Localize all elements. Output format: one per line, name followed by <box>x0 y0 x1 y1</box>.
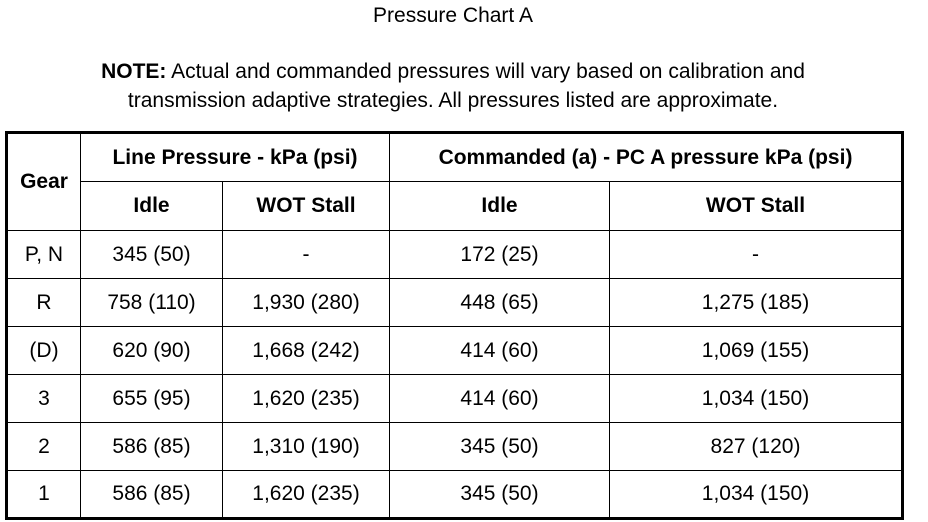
cell-cmd-wot: 1,275 (185) <box>610 279 903 327</box>
cell-line-wot: 1,620 (235) <box>223 471 390 519</box>
table-row <box>7 231 903 279</box>
cell-gear: 1 <box>7 471 81 519</box>
cell-gear: R <box>7 279 81 327</box>
header-gear: Gear <box>7 133 81 231</box>
subheader-commanded-idle: Idle <box>390 182 610 231</box>
cell-cmd-idle: 345 (50) <box>390 471 610 519</box>
cell-line-wot: - <box>223 231 390 279</box>
cell-gear: 3 <box>7 375 81 423</box>
cell-line-idle: 345 (50) <box>81 231 223 279</box>
subheader-line-idle: Idle <box>81 182 223 231</box>
table-row <box>7 471 903 519</box>
cell-line-wot: 1,930 (280) <box>223 279 390 327</box>
pressure-table <box>5 131 904 520</box>
note-text-1: Actual and commanded pressures will vary based on calibration and <box>166 60 805 83</box>
cell-line-wot: 1,310 (190) <box>223 423 390 471</box>
cell-cmd-idle: 345 (50) <box>390 423 610 471</box>
subheader-line-wot-stall: WOT Stall <box>223 182 390 231</box>
cell-cmd-wot: 1,069 (155) <box>610 327 903 375</box>
table-subheader-row <box>7 182 903 231</box>
cell-gear: (D) <box>7 327 81 375</box>
cell-cmd-idle: 414 (60) <box>390 327 610 375</box>
cell-line-wot: 1,668 (242) <box>223 327 390 375</box>
cell-cmd-idle: 414 (60) <box>390 375 610 423</box>
cell-cmd-wot: 1,034 (150) <box>610 471 903 519</box>
cell-gear: P, N <box>7 231 81 279</box>
note-line-1 <box>0 57 906 86</box>
cell-cmd-wot: 1,034 (150) <box>610 375 903 423</box>
cell-cmd-idle: 448 (65) <box>390 279 610 327</box>
cell-line-idle: 655 (95) <box>81 375 223 423</box>
cell-cmd-wot: 827 (120) <box>610 423 903 471</box>
table-row <box>7 423 903 471</box>
cell-cmd-wot: - <box>610 231 903 279</box>
cell-line-idle: 758 (110) <box>81 279 223 327</box>
header-line-pressure: Line Pressure - kPa (psi) <box>81 133 390 182</box>
cell-line-idle: 586 (85) <box>81 471 223 519</box>
header-commanded-pressure: Commanded (a) - PC A pressure kPa (psi) <box>390 133 903 182</box>
note-label: NOTE: <box>101 60 167 83</box>
cell-gear: 2 <box>7 423 81 471</box>
note-line-2: transmission adaptive strategies. All pressures listed are approximate. <box>127 89 779 112</box>
cell-line-wot: 1,620 (235) <box>223 375 390 423</box>
table-header-row <box>7 133 903 182</box>
page-title: Pressure Chart A <box>373 4 533 27</box>
note-paragraph <box>0 57 906 115</box>
cell-cmd-idle: 172 (25) <box>390 231 610 279</box>
table-row <box>7 375 903 423</box>
cell-line-idle: 586 (85) <box>81 423 223 471</box>
table-row <box>7 279 903 327</box>
cell-line-idle: 620 (90) <box>81 327 223 375</box>
table-row <box>7 327 903 375</box>
subheader-commanded-wot-stall: WOT Stall <box>610 182 903 231</box>
